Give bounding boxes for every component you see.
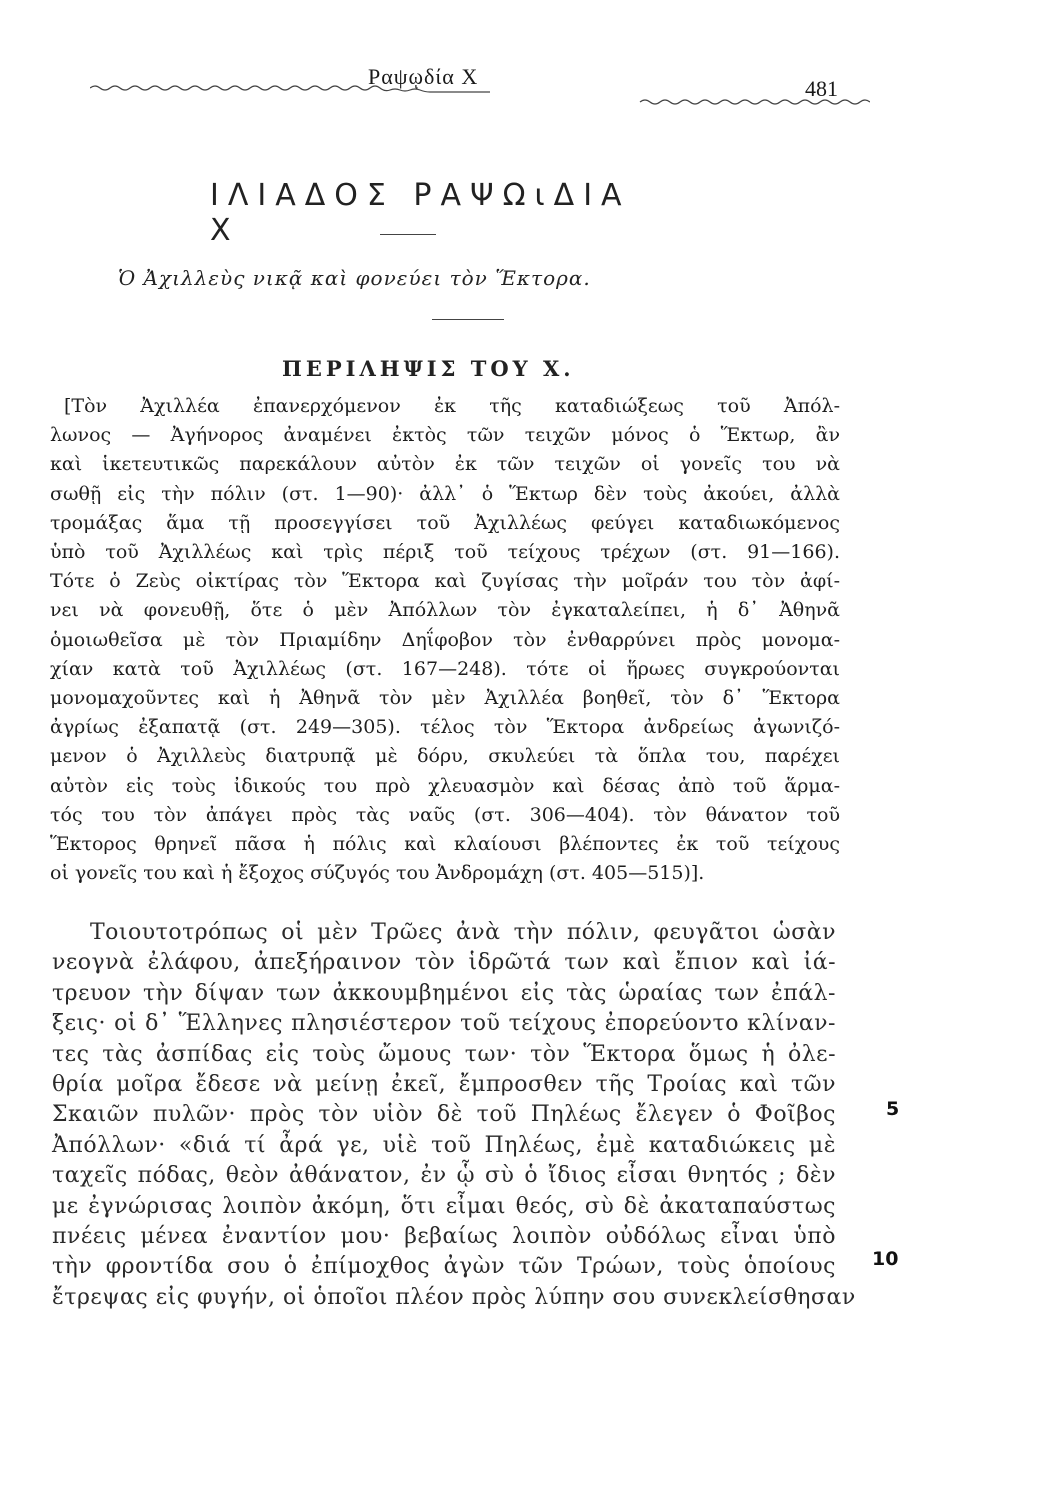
text-line: με ἐγνώρισας λοιπὸν ἀκόμη, ὅτι εἶμαι θεός, σὺ δὲ ἀκαταπαύστως (52, 1193, 836, 1219)
summary-line: μονομαχοῦντες καὶ ἡ Ἀθηνᾶ τὸν μὲν Ἀχιλλέα βοηθεῖ, τὸν δ᾽ Ἕκτορα (50, 687, 840, 710)
title-rule (380, 234, 436, 235)
summary-line: ἀγρίως ἐξαπατᾷ (στ. 249—305). τέλος τὸν Ἕκτορα ἀνδρείως ἀγωνιζό- (50, 716, 840, 739)
text-line: Ἀπόλλων· «διά τί ἆρά γε, υἱὲ τοῦ Πηλέως, ἐμὲ καταδιώκεις μὲ (52, 1132, 836, 1158)
running-title: Ραψῳδία Χ (368, 64, 479, 89)
text-line: τρευον τὴν δίψαν των ἀκκουμβημένοι εἰς τὰς ὡραίας των ἐπάλ- (52, 980, 836, 1006)
text-line: θρία μοῖρα ἔδεσε νὰ μείνῃ ἐκεῖ, ἔμπροσθεν τῆς Τροίας καὶ τῶν (52, 1072, 836, 1098)
text-line: πνέεις μένεα ἐναντίον μου· βεβαίως λοιπὸν οὐδόλως εἶναι ὑπὸ (52, 1224, 836, 1250)
text-line: τες τὰς ἀσπίδας εἰς τοὺς ὤμους των· τὸν Ἕκτορα ὅμως ἡ ὀλε- (52, 1041, 836, 1067)
text-line: ξεις· οἱ δ᾽ Ἕλληνες πλησιέστερον τοῦ τείχους ἐπορεύοντο κλίναν- (52, 1011, 836, 1037)
text-line: ταχεῖς πόδας, θεὸν ἀθάνατον, ἐν ᾧ σὺ ὁ ἴδιος εἶσαι θνητός ; δὲν (52, 1163, 836, 1189)
summary-line: οἱ γονεῖς του καὶ ἡ ἔξοχος σύζυγός του Ἀνδρομάχη (στ. 405—515)]. (50, 862, 705, 885)
summary-line: αὐτὸν εἰς τοὺς ἰδικούς του πρὸ χλευασμὸν καὶ δέσας ἀπὸ τοῦ ἅρμα- (50, 774, 840, 797)
summary-line: Τότε ὁ Ζεὺς οἰκτίρας τὸν Ἕκτορα καὶ ζυγίσας τὴν μοῖράν του τὸν ἀφί- (50, 570, 840, 593)
summary-line: τρομάξας ἅμα τῇ προσεγγίσει τοῦ Ἀχιλλέως φεύγει καταδιωκόμενος (50, 511, 840, 534)
line-number-10: 10 (872, 1248, 899, 1270)
summary-heading: ΠΕΡΙΛΗΨΙΣ ΤΟΥ Χ. (282, 356, 575, 381)
text-line: νεογνὰ ἐλάφου, ἀπεξήραινον τὸν ἱδρῶτά των καὶ ἔπιον καὶ ἰά- (52, 950, 836, 976)
summary-line: νει νὰ φονευθῇ, ὅτε ὁ μὲν Ἀπόλλων τὸν ἐγκαταλείπει, ἡ δ᾽ Ἀθηνᾶ (50, 599, 840, 622)
summary-line: τός του τὸν ἀπάγει πρὸς τὰς ναῦς (στ. 306—404). τὸν θάνατον τοῦ (50, 803, 840, 826)
summary-line: Ἕκτορος θρηνεῖ πᾶσα ἡ πόλις καὶ κλαίουσι βλέποντες ἐκ τοῦ τείχους (50, 833, 840, 856)
line-number-5: 5 (886, 1098, 900, 1120)
summary-line: λωνος — Ἀγήνορος ἀναμένει ἐκτὸς τῶν τειχῶν μόνος ὁ Ἕκτωρ, ἂν (50, 424, 840, 447)
main-text (52, 918, 856, 1313)
summary-line: ὑπὸ τοῦ Ἀχιλλέως καὶ τρὶς πέριξ τοῦ τείχους τρέχων (στ. 91—166). (50, 541, 840, 564)
page-number: 481 (805, 76, 838, 101)
summary-paragraph (50, 392, 840, 888)
text-line: ἔτρεψας εἰς φυγήν, οἱ ὁποῖοι πλέον πρὸς λύπην σου συνεκλείσθησαν (52, 1284, 856, 1310)
wavy-rule (90, 82, 870, 106)
text-line: Σκαιῶν πυλῶν· πρὸς τὸν υἱὸν δὲ τοῦ Πηλέως ἔλεγεν ὁ Φοῖβος (52, 1102, 836, 1128)
summary-line: ὁμοιωθεῖσα μὲ τὸν Πριαμίδην Δηΐφοβον τὸν ἐνθαρρύνει πρὸς μονομα- (50, 628, 840, 651)
book-title: ΙΛΙΑΔΟΣ ΡΑΨΩιΔΙΑ Χ (210, 178, 631, 248)
subtitle-rule (432, 319, 504, 320)
text-line: Τοιουτοτρόπως οἱ μὲν Τρῶες ἀνὰ τὴν πόλιν, φευγᾶτοι ὡσὰν (90, 920, 836, 945)
subtitle: Ὁ Ἀχιλλεὺς νικᾷ καὶ φονεύει τὸν Ἕκτορα. (118, 266, 591, 290)
summary-line: μενον ὁ Ἀχιλλεὺς διατρυπᾷ μὲ δόρυ, σκυλεύει τὰ ὅπλα του, παρέχει (50, 745, 840, 768)
summary-line: [Τὸν Ἀχιλλέα ἐπανερχόμενον ἐκ τῆς καταδιώξεως τοῦ Ἀπόλ- (64, 395, 840, 417)
text-line: τὴν φροντίδα σου ὁ ἐπίμοχθος ἀγὼν τῶν Τρώων, τοὺς ὁποίους (52, 1254, 836, 1280)
summary-line: καὶ ἱκετευτικῶς παρεκάλουν αὐτὸν ἐκ τῶν τειχῶν οἱ γονεῖς του νὰ (50, 453, 840, 476)
summary-line: χίαν κατὰ τοῦ Ἀχιλλέως (στ. 167—248). τότε οἱ ἥρωες συγκρούονται (50, 657, 840, 680)
summary-line: σωθῇ εἰς τὴν πόλιν (στ. 1—90)· ἀλλ᾽ ὁ Ἕκτωρ δὲν τοὺς ἀκούει, ἀλλὰ (50, 482, 840, 505)
